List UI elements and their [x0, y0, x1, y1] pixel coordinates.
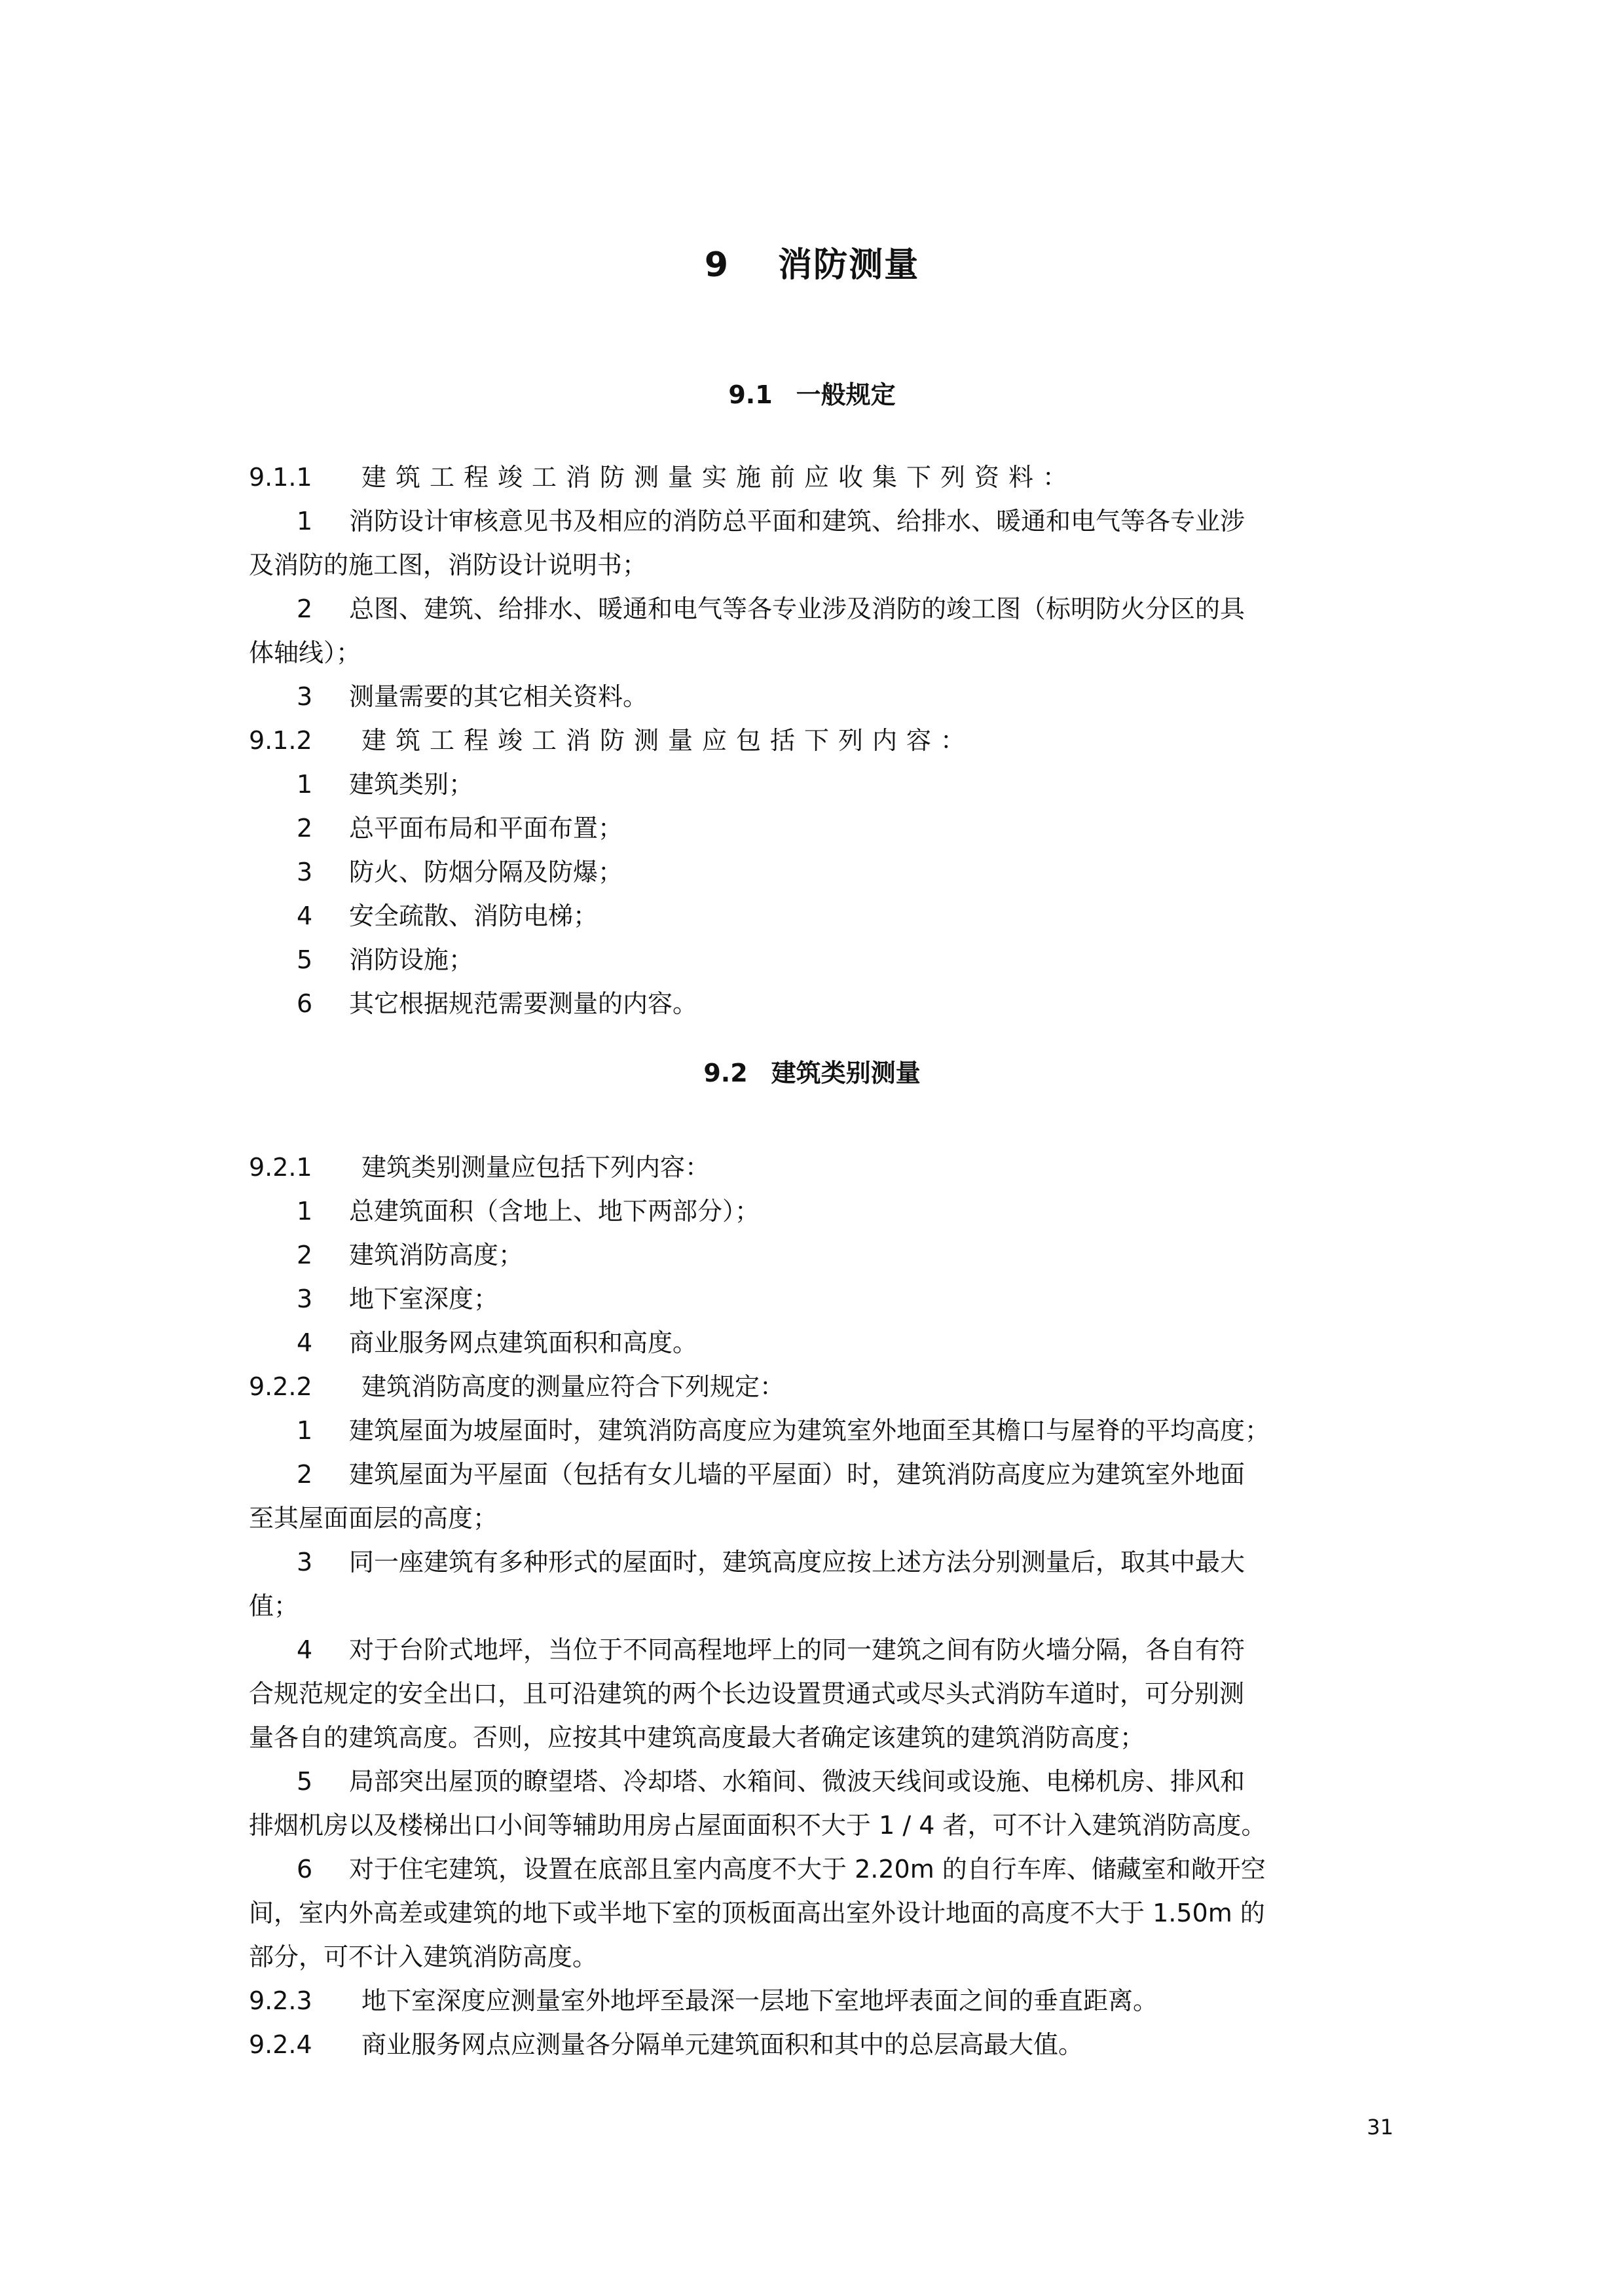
item-text: 安全疏散、消防电梯； [349, 902, 599, 930]
list-item-continuation: 部分，可不计入建筑消防高度。 [249, 1942, 598, 1971]
item-number: 5 [297, 945, 313, 974]
section-number: 9.1 [728, 380, 773, 409]
list-item [249, 1190, 1388, 1233]
chapter-title-text: 消防测量 [778, 246, 920, 285]
clause-text: 建筑工程竣工消防测量应包括下列内容： [361, 726, 975, 755]
item-text: 防火、防烟分隔及防爆； [349, 858, 623, 886]
item-number: 2 [297, 1241, 313, 1269]
item-number: 2 [297, 1460, 313, 1489]
item-text: 局部突出屋顶的瞭望塔、冷却塔、水箱间、微波天线间或设施、电梯机房、排风和 [349, 1767, 1246, 1796]
item-number: 2 [297, 814, 313, 843]
clause-text: 建筑消防高度的测量应符合下列规定： [361, 1372, 785, 1401]
item-number: 6 [297, 1855, 313, 1884]
list-item-continuation: 及消防的施工图，消防设计说明书； [249, 551, 648, 579]
list-item [249, 894, 1388, 938]
item-text: 建筑屋面为坡屋面时，建筑消防高度应为建筑室外地面至其檐口与屋脊的平均高度； [349, 1416, 1270, 1445]
item-text: 消防设计审核意见书及相应的消防总平面和建筑、给排水、暖通和电气等各专业涉 [349, 507, 1246, 536]
list-item-continuation: 体轴线）； [249, 638, 361, 667]
list-item-continuation: 合规范规定的安全出口，且可沿建筑的两个长边设置贯通式或尽头式消防车道时，可分别测 [249, 1679, 1245, 1708]
item-text: 建筑屋面为平屋面（包括有女儿墙的平屋面）时，建筑消防高度应为建筑室外地面 [349, 1460, 1246, 1489]
list-item-continuation: 间，室内外高差或建筑的地下或半地下室的顶板面高出室外设计地面的高度不大于 1.50m 的 [249, 1899, 1265, 1927]
item-text: 其它根据规范需要测量的内容。 [349, 989, 698, 1018]
clause-9-2-4 [249, 2023, 1388, 2067]
item-text: 总图、建筑、给排水、暖通和电气等各专业涉及消防的竣工图（标明防火分区的具 [349, 594, 1246, 623]
item-text: 商业服务网点建筑面积和高度。 [349, 1328, 698, 1357]
list-item [249, 763, 1388, 807]
item-number: 3 [297, 858, 313, 886]
list-item [249, 1321, 1388, 1365]
item-number: 3 [297, 1285, 313, 1313]
list-item [249, 1628, 1388, 1672]
chapter-number: 9 [704, 246, 730, 285]
item-text: 消防设施； [349, 945, 474, 974]
item-number: 4 [297, 1328, 313, 1357]
item-text: 总平面布局和平面布置； [349, 814, 623, 843]
section-title-9-1 [0, 374, 1624, 410]
clause-9-2-1 [249, 1146, 1388, 1190]
item-number: 3 [297, 1548, 313, 1576]
item-number: 4 [297, 902, 313, 930]
item-text: 对于住宅建筑，设置在底部且室内高度不大于 2.20m 的自行车库、储藏室和敞开空 [349, 1855, 1266, 1884]
section-title-text: 建筑类别测量 [771, 1059, 921, 1087]
clause-9-2-3 [249, 1979, 1388, 2023]
item-number: 6 [297, 989, 313, 1018]
item-number: 2 [297, 594, 313, 623]
clause-text: 地下室深度应测量室外地坪至最深一层地下室地坪表面之间的垂直距离。 [361, 1986, 1158, 2015]
item-text: 建筑消防高度； [349, 1241, 524, 1269]
list-item [249, 675, 1388, 719]
chapter-title [0, 237, 1624, 286]
list-item [249, 982, 1388, 1026]
list-item [249, 1760, 1388, 1804]
list-item [249, 1848, 1388, 1891]
item-text: 地下室深度； [349, 1285, 499, 1313]
list-item-continuation: 量各自的建筑高度。否则，应按其中建筑高度最大者确定该建筑的建筑消防高度； [249, 1723, 1145, 1752]
clause-text: 建筑工程竣工消防测量实施前应收集下列资料： [361, 463, 1077, 492]
section-9-2-body [249, 1146, 1388, 2067]
list-item [249, 1233, 1388, 1277]
clause-9-1-2 [249, 719, 1388, 763]
item-text: 总建筑面积（含地上、地下两部分）； [349, 1197, 760, 1226]
list-item [249, 1277, 1388, 1321]
list-item-continuation: 至其屋面面层的高度； [249, 1504, 498, 1533]
section-9-1-body [249, 456, 1388, 1026]
clause-text: 建筑类别测量应包括下列内容： [361, 1153, 710, 1182]
clause-9-1-1 [249, 456, 1388, 500]
item-text: 建筑类别； [349, 770, 474, 799]
item-number: 1 [297, 1416, 313, 1445]
item-number: 1 [297, 507, 313, 536]
clause-9-2-2 [249, 1365, 1388, 1409]
list-item-continuation: 排烟机房以及楼梯出口小间等辅助用房占屋面面积不大于 1 / 4 者，可不计入建筑消防高度。 [249, 1811, 1266, 1840]
page-number: 31 [1367, 2115, 1393, 2140]
clause-number: 9.2.3 [249, 1986, 312, 2015]
item-text: 测量需要的其它相关资料。 [349, 682, 648, 711]
clause-number: 9.1.1 [249, 463, 312, 492]
list-item [249, 850, 1388, 894]
clause-number: 9.2.4 [249, 2030, 312, 2059]
clause-text: 商业服务网点应测量各分隔单元建筑面积和其中的总层高最大值。 [361, 2030, 1084, 2059]
item-number: 1 [297, 1197, 313, 1226]
list-item [249, 1409, 1388, 1453]
item-number: 1 [297, 770, 313, 799]
clause-number: 9.2.2 [249, 1372, 312, 1401]
section-title-text: 一般规定 [796, 380, 896, 409]
list-item [249, 938, 1388, 982]
clause-number: 9.2.1 [249, 1153, 312, 1182]
item-text: 对于台阶式地坪，当位于不同高程地坪上的同一建筑之间有防火墙分隔，各自有符 [349, 1635, 1246, 1664]
list-item [249, 500, 1388, 543]
list-item [249, 1540, 1388, 1584]
clause-number: 9.1.2 [249, 726, 312, 755]
list-item [249, 1453, 1388, 1497]
item-number: 5 [297, 1767, 313, 1796]
list-item [249, 807, 1388, 850]
section-number: 9.2 [703, 1059, 748, 1087]
section-title-9-2 [0, 1053, 1624, 1089]
item-text: 同一座建筑有多种形式的屋面时，建筑高度应按上述方法分别测量后，取其中最大 [349, 1548, 1246, 1576]
list-item [249, 587, 1388, 631]
list-item-continuation: 值； [249, 1592, 299, 1620]
item-number: 3 [297, 682, 313, 711]
item-number: 4 [297, 1635, 313, 1664]
